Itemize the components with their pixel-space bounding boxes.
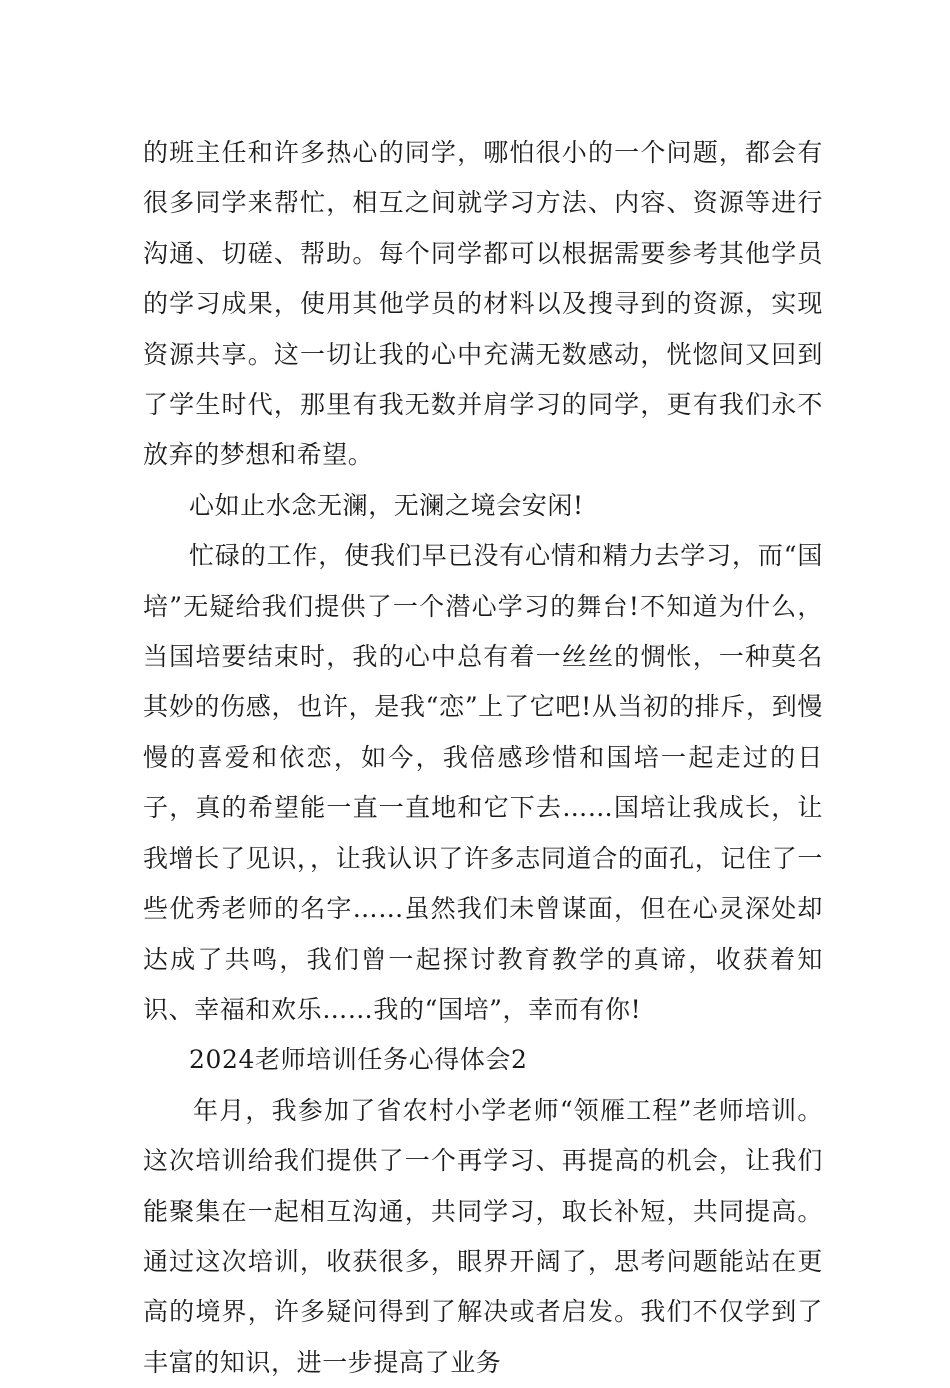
paragraph-training: 年月，我参加了省农村小学老师“领雁工程”老师培训。这次培训给我们提供了一个再学习、再提高的机会，让我们能聚集在一起相互沟通，共同学习，取长补短，共同提高。通过这次培训，收获很多，眼界开阔了，思考问题能站在更高的境界，许多疑问得到了解决或者启发。我们不仅学到了丰富的知识，进一步提高了业务: [143, 1095, 823, 1377]
paragraph-guopei: 忙碌的工作，使我们早已没有心情和精力去学习，而“国培”无疑给我们提供了一个潜心学习的舞台!不知道为什么，当国培要结束时，我的心中总有着一丝丝的惆怅，一种莫名其妙的伤感，也许，是我“恋”上了它吧!从当初的排斥，到慢慢的喜爱和依恋，如今，我倍感珍惜和国培一起走过的日子，真的希望能一直一直地和它下去……国培让我成长，让我增长了见识，，让我认识了许多志同道合的面孔，记住了一些优秀老师的名字……虽然我们未曾谋面，但在心灵深处却达成了共鸣，我们曾一起探讨教育教学的真谛，收获着知识、幸福和欢乐……我的“国培”，幸而有你!: [143, 541, 823, 1024]
paragraph-continuation: 的班主任和许多热心的同学，哪怕很小的一个问题，都会有很多同学来帮忙，相互之间就学习方法、内容、资源等进行沟通、切磋、帮助。每个同学都可以根据需要参考其他学员的学习成果，使用其他学员的材料以及搜寻到的资源，实现资源共享。这一切让我的心中充满无数感动，恍惚间又回到了学生时代，那里有我无数并肩学习的同学，更有我们永不放弃的梦想和希望。: [143, 138, 823, 470]
paragraph-motto: 心如止水念无澜，无澜之境会安闲!: [189, 490, 584, 520]
section-heading: 2024老师培训任务心得体会2: [189, 1045, 528, 1075]
document-body: [143, 128, 823, 1388]
